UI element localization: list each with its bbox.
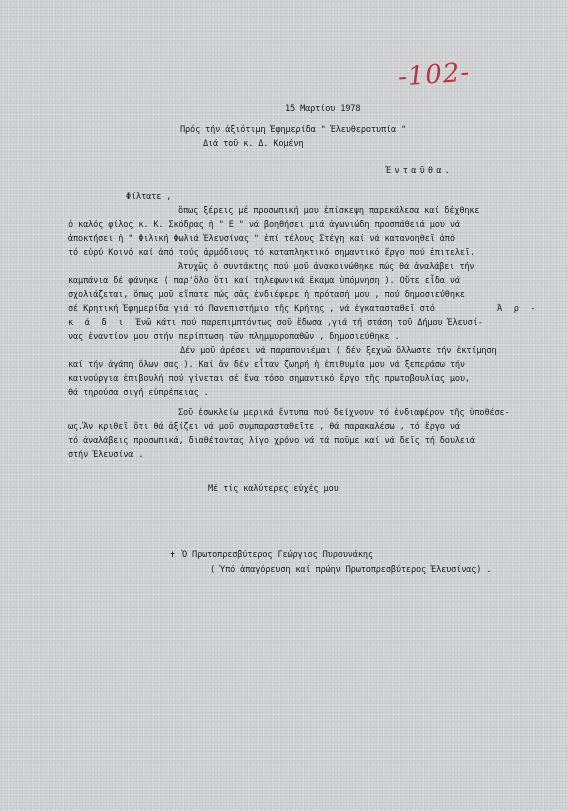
place-line: Ἐνταῦθα.: [386, 166, 453, 176]
paragraph-2-line: σχολιάζεται, ὅπως μοῦ εἴπατε πώς σᾶς ἐνδιέφερε ἡ πρότασή μου , πού δημοσιεύθηκε: [68, 290, 465, 300]
closing-line: Μέ τίς καλύτερες εὐχές μου: [208, 484, 339, 494]
paragraph-1-line: ὁ καλός φίλος κ. Κ. Σκόδρας ἡ " Ε " νά βοηθήσει μιά ἀγωνιώδη προσπάθειά μου νά: [68, 220, 460, 230]
paragraph-2-line: Ἐνῶ κάτι πού παρεπιμπτόντως σοῦ ἔδωσα ,γιά τή στάση τοῦ Δήμου Ἐλευσί-: [136, 318, 483, 328]
salutation: Φίλτατε ,: [126, 192, 172, 202]
recipient-line-2: Διά τοῦ κ. Δ. Κομένη: [203, 139, 304, 149]
handwritten-page-number: -102-: [397, 57, 472, 93]
paragraph-3-line: καινούργια ἐπιβουλή πού γίνεται σέ ἕνα τόσο σημαντικό ἔργο τῆς πρωτοβουλίας μου,: [68, 374, 470, 384]
letter-date: 15 Μαρτίου 1978: [285, 104, 361, 114]
paragraph-2-line: νας ἐναντίον μου στήν περίπτωση τῶν πλημμυροπαθῶν , δημοσιεύθηκε .: [68, 332, 400, 342]
paragraph-3-line: θά τηρούσα σιγή εὐπρέπειας .: [68, 388, 209, 398]
paragraph-2-line: Ἀτυχῶς ὁ συντάκτης πού μοῦ ἀνακοινώθηκε πώς θά ἀναλάβει τήν: [178, 262, 475, 272]
paragraph-2-line: κ ά δ ι .: [68, 318, 144, 328]
paragraph-3-line: Δέν μοῦ ἀρέσει νά παραπονιέμαι ( δέν ξεχνῶ ὅλλωστε τήν ἐκτίμηση: [180, 346, 497, 356]
paragraph-4-line: τό ἀναλάβεις προσωπικά, διαθέτοντας λίγο χρόνο νά τά ποῦμε καί νά δεῖς τή δουλειά: [68, 436, 475, 446]
paragraph-2-line: καμπάνια δέ φάνηκε ( παρ'ὅλο ὅτι καί τηλεφωνικά ἔκαμα ὑπόμνηση ). Οὔτε εἶδα νά: [68, 276, 460, 286]
paragraph-4-line: Σοῦ ἐσωκλείω μερικά ἔντυπα πού δείχνουν τό ἐνδιαφέρον τῆς ὑποθέσε-: [178, 408, 510, 418]
paragraph-4-line: στήν Ἐλευσίνα .: [68, 450, 144, 460]
paragraph-1-line: τό εὐρύ Κοινό καί ἀπό τούς ἁρμόδιους τό καταπληκτικό σημαντικό ἔργο πού ἐπιτελεῖ.: [68, 248, 475, 258]
recipient-line-1: Πρός τήν ἀξιότιμη Ἐφημερίδα " Ἐλευθεροτυπία ": [180, 125, 407, 135]
signature-name: Ὁ Πρωτοπρεσβύτερος Γεώργιος Πυρουνάκης: [182, 550, 373, 560]
paragraph-2-word-aroma: Ἀ ρ -: [497, 304, 539, 314]
signature-title: ( Ὑπό ἀπαγόρευση καί πρώην Πρωτοπρεσβύτερος Ἐλευσίνας) .: [210, 565, 492, 575]
paragraph-4-line: ως.Ἄν κριθεῖ ὅτι θά ἀξίζει νά μοῦ συμπαρασταθεῖτε , θά παρακαλέσω , τό ἔργο νά: [68, 422, 460, 432]
paragraph-2-line: σέ Κρητική Ἐφημερίδα γιά τό Πανεπιστήμιο τῆς Κρήτης , νά ἐγκατασταθεῖ στό: [68, 304, 435, 314]
paragraph-3-line: καί τήν ἀγάπη ὅλων σας ). Καί ἄν δέν εἶταν ζωηρή ἡ ἐπιθυμία μου νά ξεπεράσω τήν: [68, 360, 465, 370]
signature-cross-mark: ✝: [170, 550, 176, 560]
paragraph-1-line: ὅπως ξέρεις μέ προσωπική μου ἐπίσκεψη παρεκάλεσα καί δέχθηκε: [178, 206, 480, 216]
paragraph-1-line: ἀποκτήσει ἡ " Φιλική Φωλιά Ἐλευσίνας " ἐπί τέλους Στέγη καί νά κατανοηθεῖ ἀπό: [68, 234, 455, 244]
